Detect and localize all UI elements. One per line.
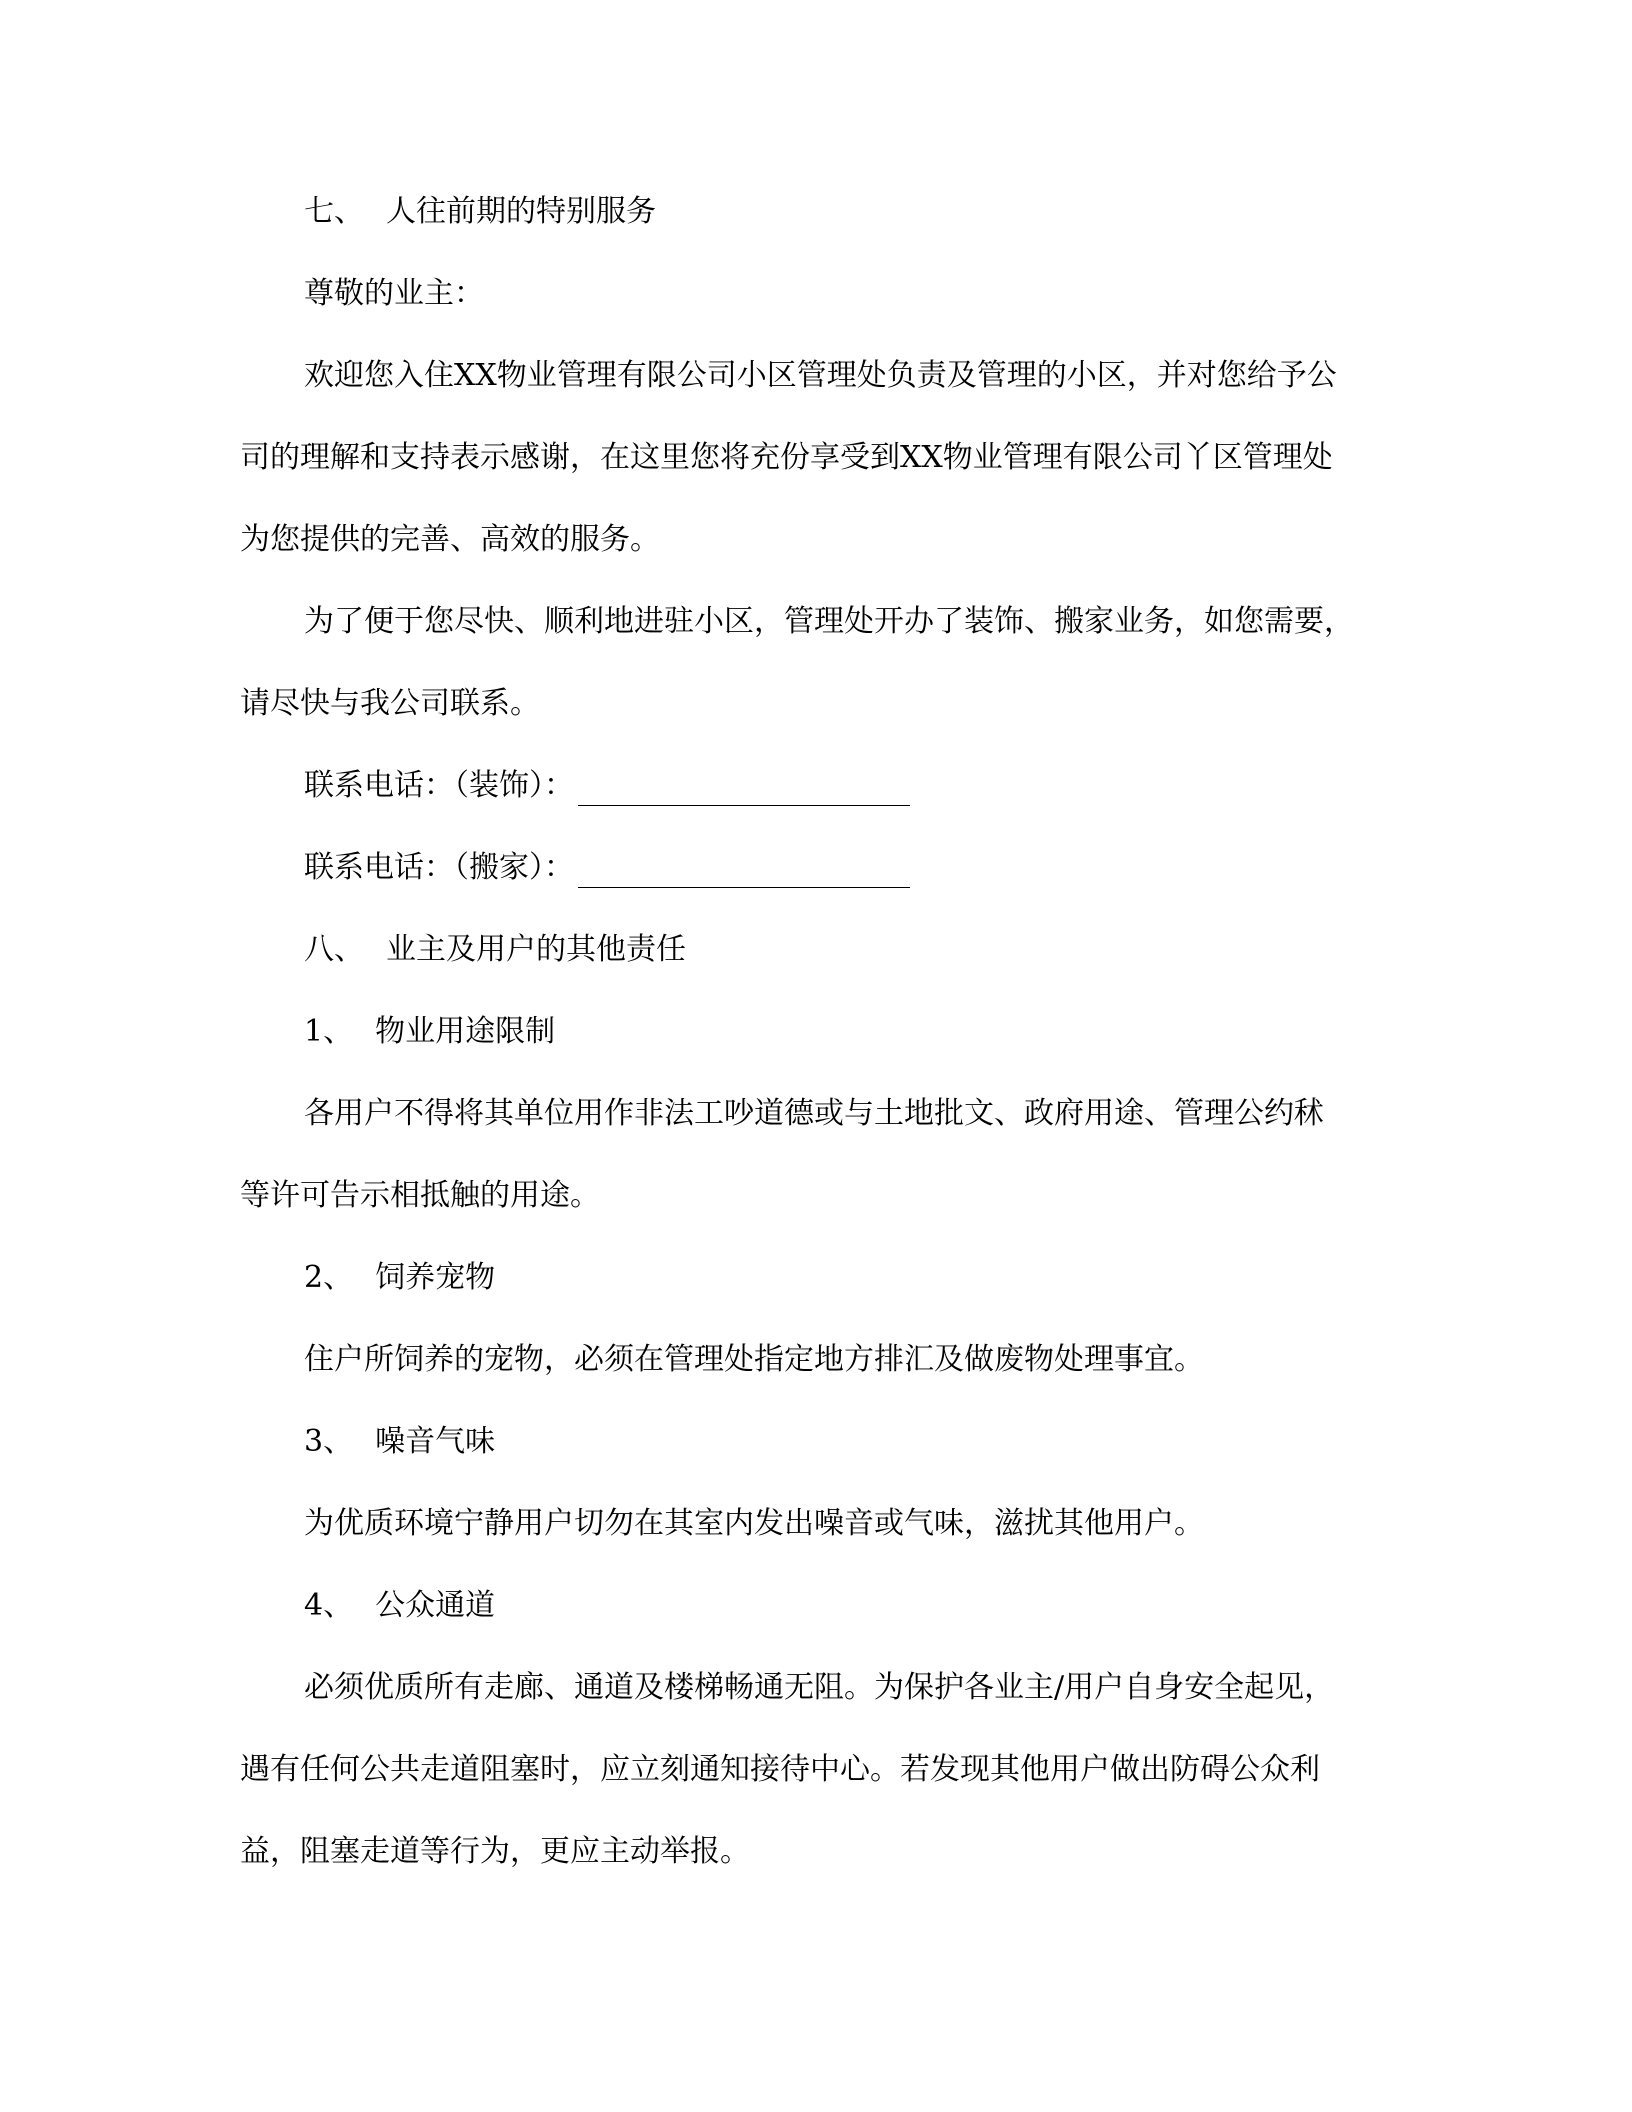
section-8-title: 业主及用户的其他责任 — [386, 932, 686, 967]
service-paragraph-line-2: 请尽快与我公司联系。 — [240, 686, 540, 721]
item-2-heading — [304, 1258, 1380, 1298]
contact-decoration-blank — [578, 775, 910, 806]
welcome-paragraph-line-3: 为您提供的完善、高效的服务。 — [240, 522, 660, 557]
contact-moving-label: 联系电话：（搬家）： — [304, 850, 574, 885]
item-2-number: 2、 — [304, 1260, 354, 1295]
item-1-number: 1、 — [304, 1014, 354, 1049]
section-7-title: 人往前期的特别服务 — [386, 194, 656, 229]
contact-moving-row — [304, 848, 1380, 888]
item-3-number: 3、 — [304, 1424, 354, 1459]
item-4-heading — [304, 1586, 1380, 1626]
greeting: 尊敬的业主： — [304, 276, 484, 311]
contact-decoration-row — [304, 766, 1380, 806]
section-7-heading — [304, 192, 1380, 232]
section-8-number: 八、 — [304, 932, 364, 967]
item-4-text-line-3: 益，阻塞走道等行为，更应主动举报。 — [240, 1834, 750, 1869]
item-3-title: 噪音气味 — [375, 1424, 496, 1459]
item-1-text-line-1: 各用户不得将其单位用作非法工吵道德或与土地批文、政府用途、管理公约秫 — [304, 1096, 1324, 1131]
item-2-text-line-1: 住户所饲养的宠物，必须在管理处指定地方排汇及做废物处理事宜。 — [304, 1342, 1204, 1377]
item-4-number: 4、 — [304, 1588, 354, 1623]
contact-moving-blank — [578, 857, 910, 888]
welcome-paragraph-line-1: 欢迎您入住XX物业管理有限公司小区管理处负责及管理的小区，并对您给予公 — [304, 358, 1337, 393]
item-4-text-line-1: 必须优质所有走廊、通道及楼梯畅通无阻。为保护各业主/用户自身安全起见， — [304, 1670, 1335, 1705]
item-1-heading — [304, 1012, 1380, 1052]
service-paragraph-line-1: 为了便于您尽快、顺利地进驻小区，管理处开办了装饰、搬家业务，如您需要， — [304, 604, 1354, 639]
item-1-title: 物业用途限制 — [375, 1014, 556, 1049]
item-3-text-line-1: 为优质环境宁静用户切勿在其室内发出噪音或气味，滋扰其他用户。 — [304, 1506, 1204, 1541]
section-8-heading — [304, 930, 1380, 970]
item-3-heading — [304, 1422, 1380, 1462]
welcome-paragraph-line-2: 司的理解和支持表示感谢，在这里您将充份享受到XX物业管理有限公司丫区管理处 — [240, 440, 1333, 475]
item-2-title: 饲养宠物 — [375, 1260, 496, 1295]
item-1-text-line-2: 等许可告示相抵触的用途。 — [240, 1178, 600, 1213]
section-7-number: 七、 — [304, 194, 364, 229]
item-4-title: 公众通道 — [375, 1588, 496, 1623]
contact-decoration-label: 联系电话：（装饰）： — [304, 768, 574, 803]
item-4-text-line-2: 遇有任何公共走道阻塞时，应立刻通知接待中心。若发现其他用户做出防碍公众利 — [240, 1752, 1320, 1787]
